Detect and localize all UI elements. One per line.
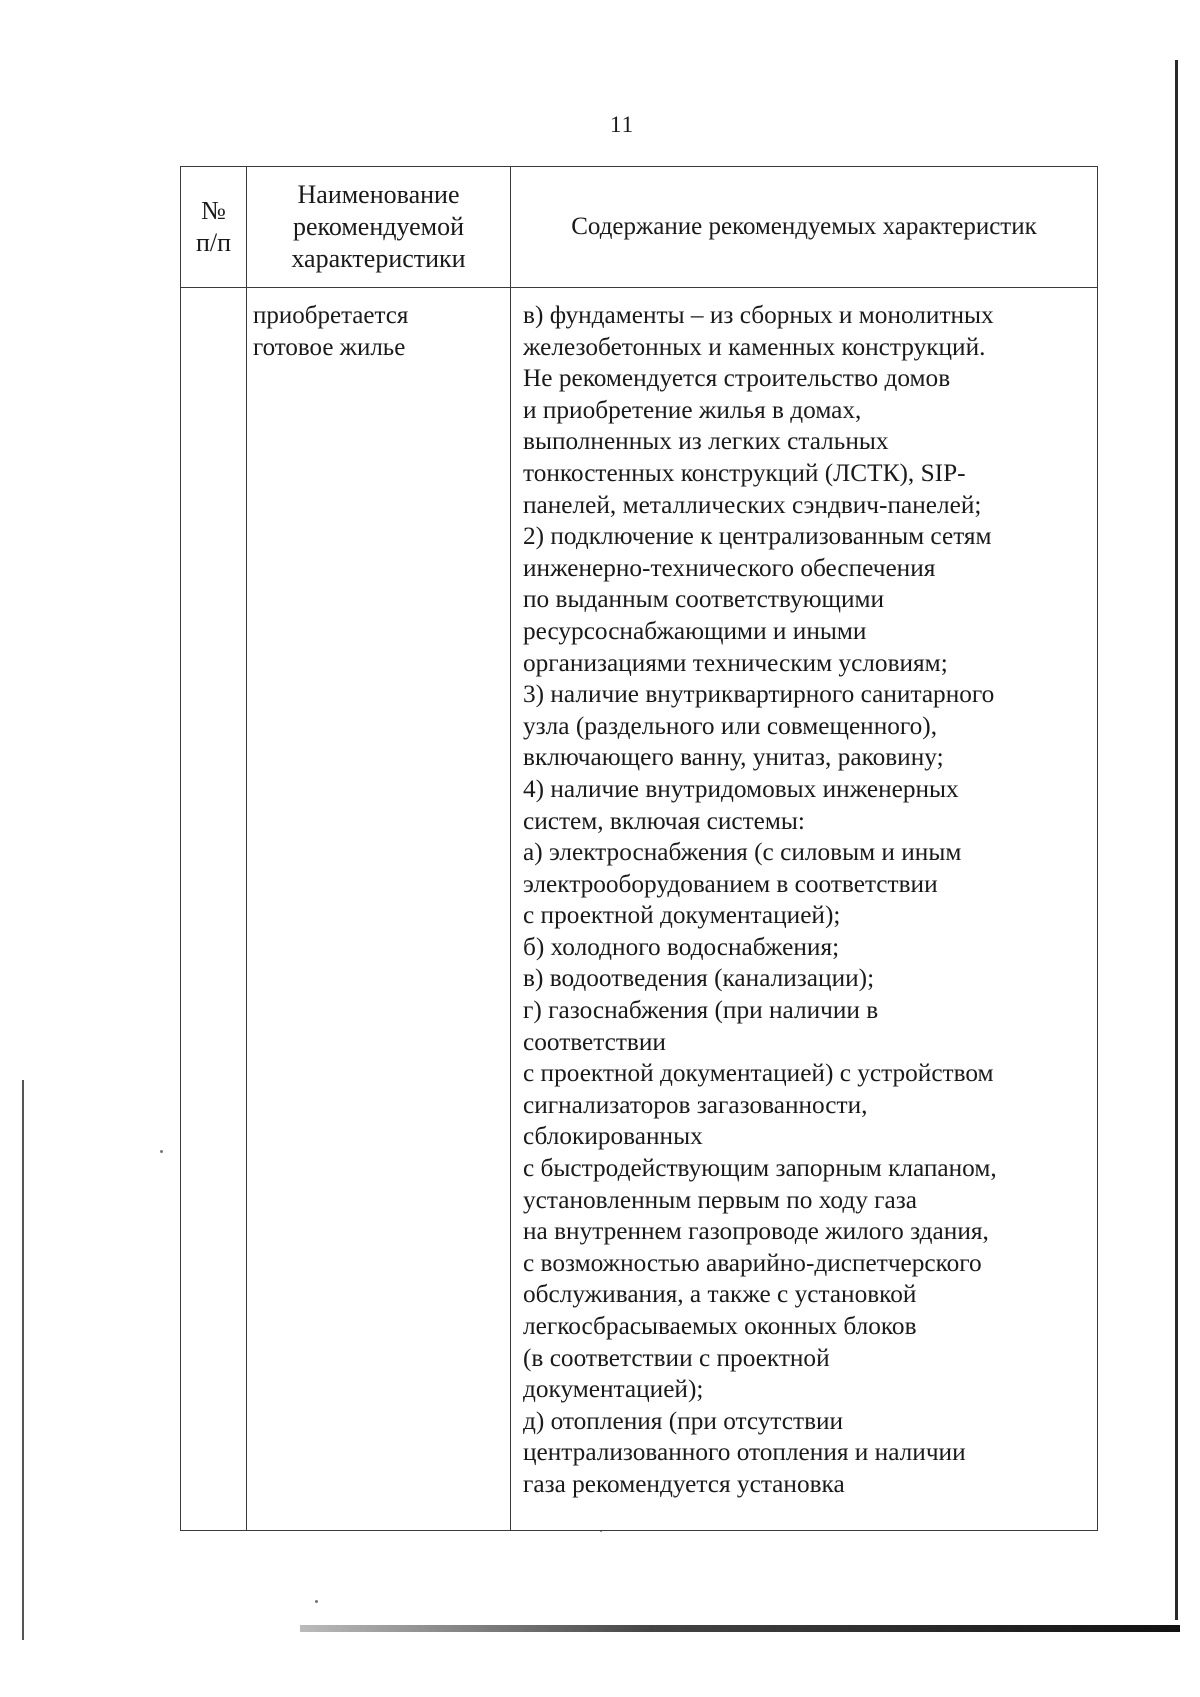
scan-speck [160, 1150, 163, 1153]
content-line: 3) наличие внутриквартирного санитарного [523, 680, 995, 709]
content-line: централизованного отопления и наличии [523, 1438, 966, 1467]
content-line: железобетонных и каменных конструкций. [523, 332, 986, 361]
content-line: установленным первым по ходу газа [523, 1185, 917, 1214]
header-name-cell [247, 167, 511, 288]
content-line: тонкостенных конструкций (ЛСТК), SIP- [523, 458, 966, 487]
content-line: с возможностью аварийно-диспетчерского [523, 1248, 982, 1277]
content-line: электрооборудованием в соответствии [523, 869, 938, 898]
content-line: организациями техническим условиям; [523, 648, 948, 677]
content-line: систем, включая системы: [523, 806, 805, 835]
header-num: № п/п [195, 196, 232, 257]
content-line: с проектной документацией) с устройством [523, 1059, 994, 1088]
content-line: с быстродействующим запорным клапаном, [523, 1154, 997, 1183]
content-line: и приобретение жилья в домах, [523, 395, 862, 424]
content-line: включающего ванну, унитаз, раковину; [523, 743, 944, 772]
table-row [181, 288, 1098, 1531]
content-line: д) отопления (при отсутствии [523, 1406, 844, 1435]
table-header-row [181, 167, 1098, 288]
content-line: сблокированных [523, 1122, 703, 1151]
content-line: инженерно-технического обеспечения [523, 553, 936, 582]
content-line: соответствии [523, 1027, 666, 1056]
content-line: газа рекомендуется установка [523, 1469, 845, 1498]
content-line: с проектной документацией); [523, 901, 841, 930]
content-line: в) водоотведения (канализации); [523, 964, 875, 993]
characteristics-table [180, 166, 1098, 1531]
content-line: сигнализаторов загазованности, [523, 1090, 868, 1119]
scan-edge-right [1175, 60, 1178, 1620]
content-line: г) газоснабжения (при наличии в [523, 996, 879, 1025]
row-name-cell [247, 288, 511, 1531]
header-name: Наименование рекомендуемой характеристики [291, 180, 466, 273]
content-line: по выданным соответствующими [523, 585, 885, 614]
content-line: 4) наличие внутридомовых инженерных [523, 774, 959, 803]
content-line: в) фундаменты – из сборных и монолитных [523, 301, 994, 329]
content-line: Не рекомендуется строительство домов [523, 364, 951, 393]
scan-edge-left [22, 1080, 24, 1640]
content-line: панелей, металлических сэндвич-панелей; [523, 490, 982, 519]
scan-speck [315, 1600, 318, 1603]
header-content-cell [511, 167, 1098, 288]
content-line: б) холодного водоснабжения; [523, 932, 840, 961]
page-number: 11 [610, 112, 635, 137]
content-line: обслуживания, а также с установкой [523, 1280, 917, 1309]
header-num-cell [181, 167, 247, 288]
header-content: Содержание рекомендуемых характеристик [571, 213, 1037, 240]
content-line: на внутреннем газопроводе жилого здания, [523, 1217, 989, 1246]
row-num-cell [181, 288, 247, 1531]
row-name: приобретается готовое жилье [253, 302, 409, 361]
content-line: (в соответствии с проектной [523, 1343, 830, 1372]
row-content-cell [511, 288, 1098, 1531]
content-line: выполненных из легких стальных [523, 427, 889, 456]
content-line: 2) подключение к централизованным сетям [523, 522, 992, 551]
row-content [511, 288, 1097, 1501]
content-line: документацией); [523, 1375, 704, 1404]
content-line: а) электроснабжения (с силовым и иным [523, 838, 962, 867]
content-line: ресурсоснабжающими и иными [523, 616, 867, 645]
content-line: легкосбрасываемых оконных блоков [523, 1312, 917, 1340]
content-line: узла (раздельного или совмещенного), [523, 711, 938, 740]
scan-edge-bottom [300, 1625, 1180, 1632]
